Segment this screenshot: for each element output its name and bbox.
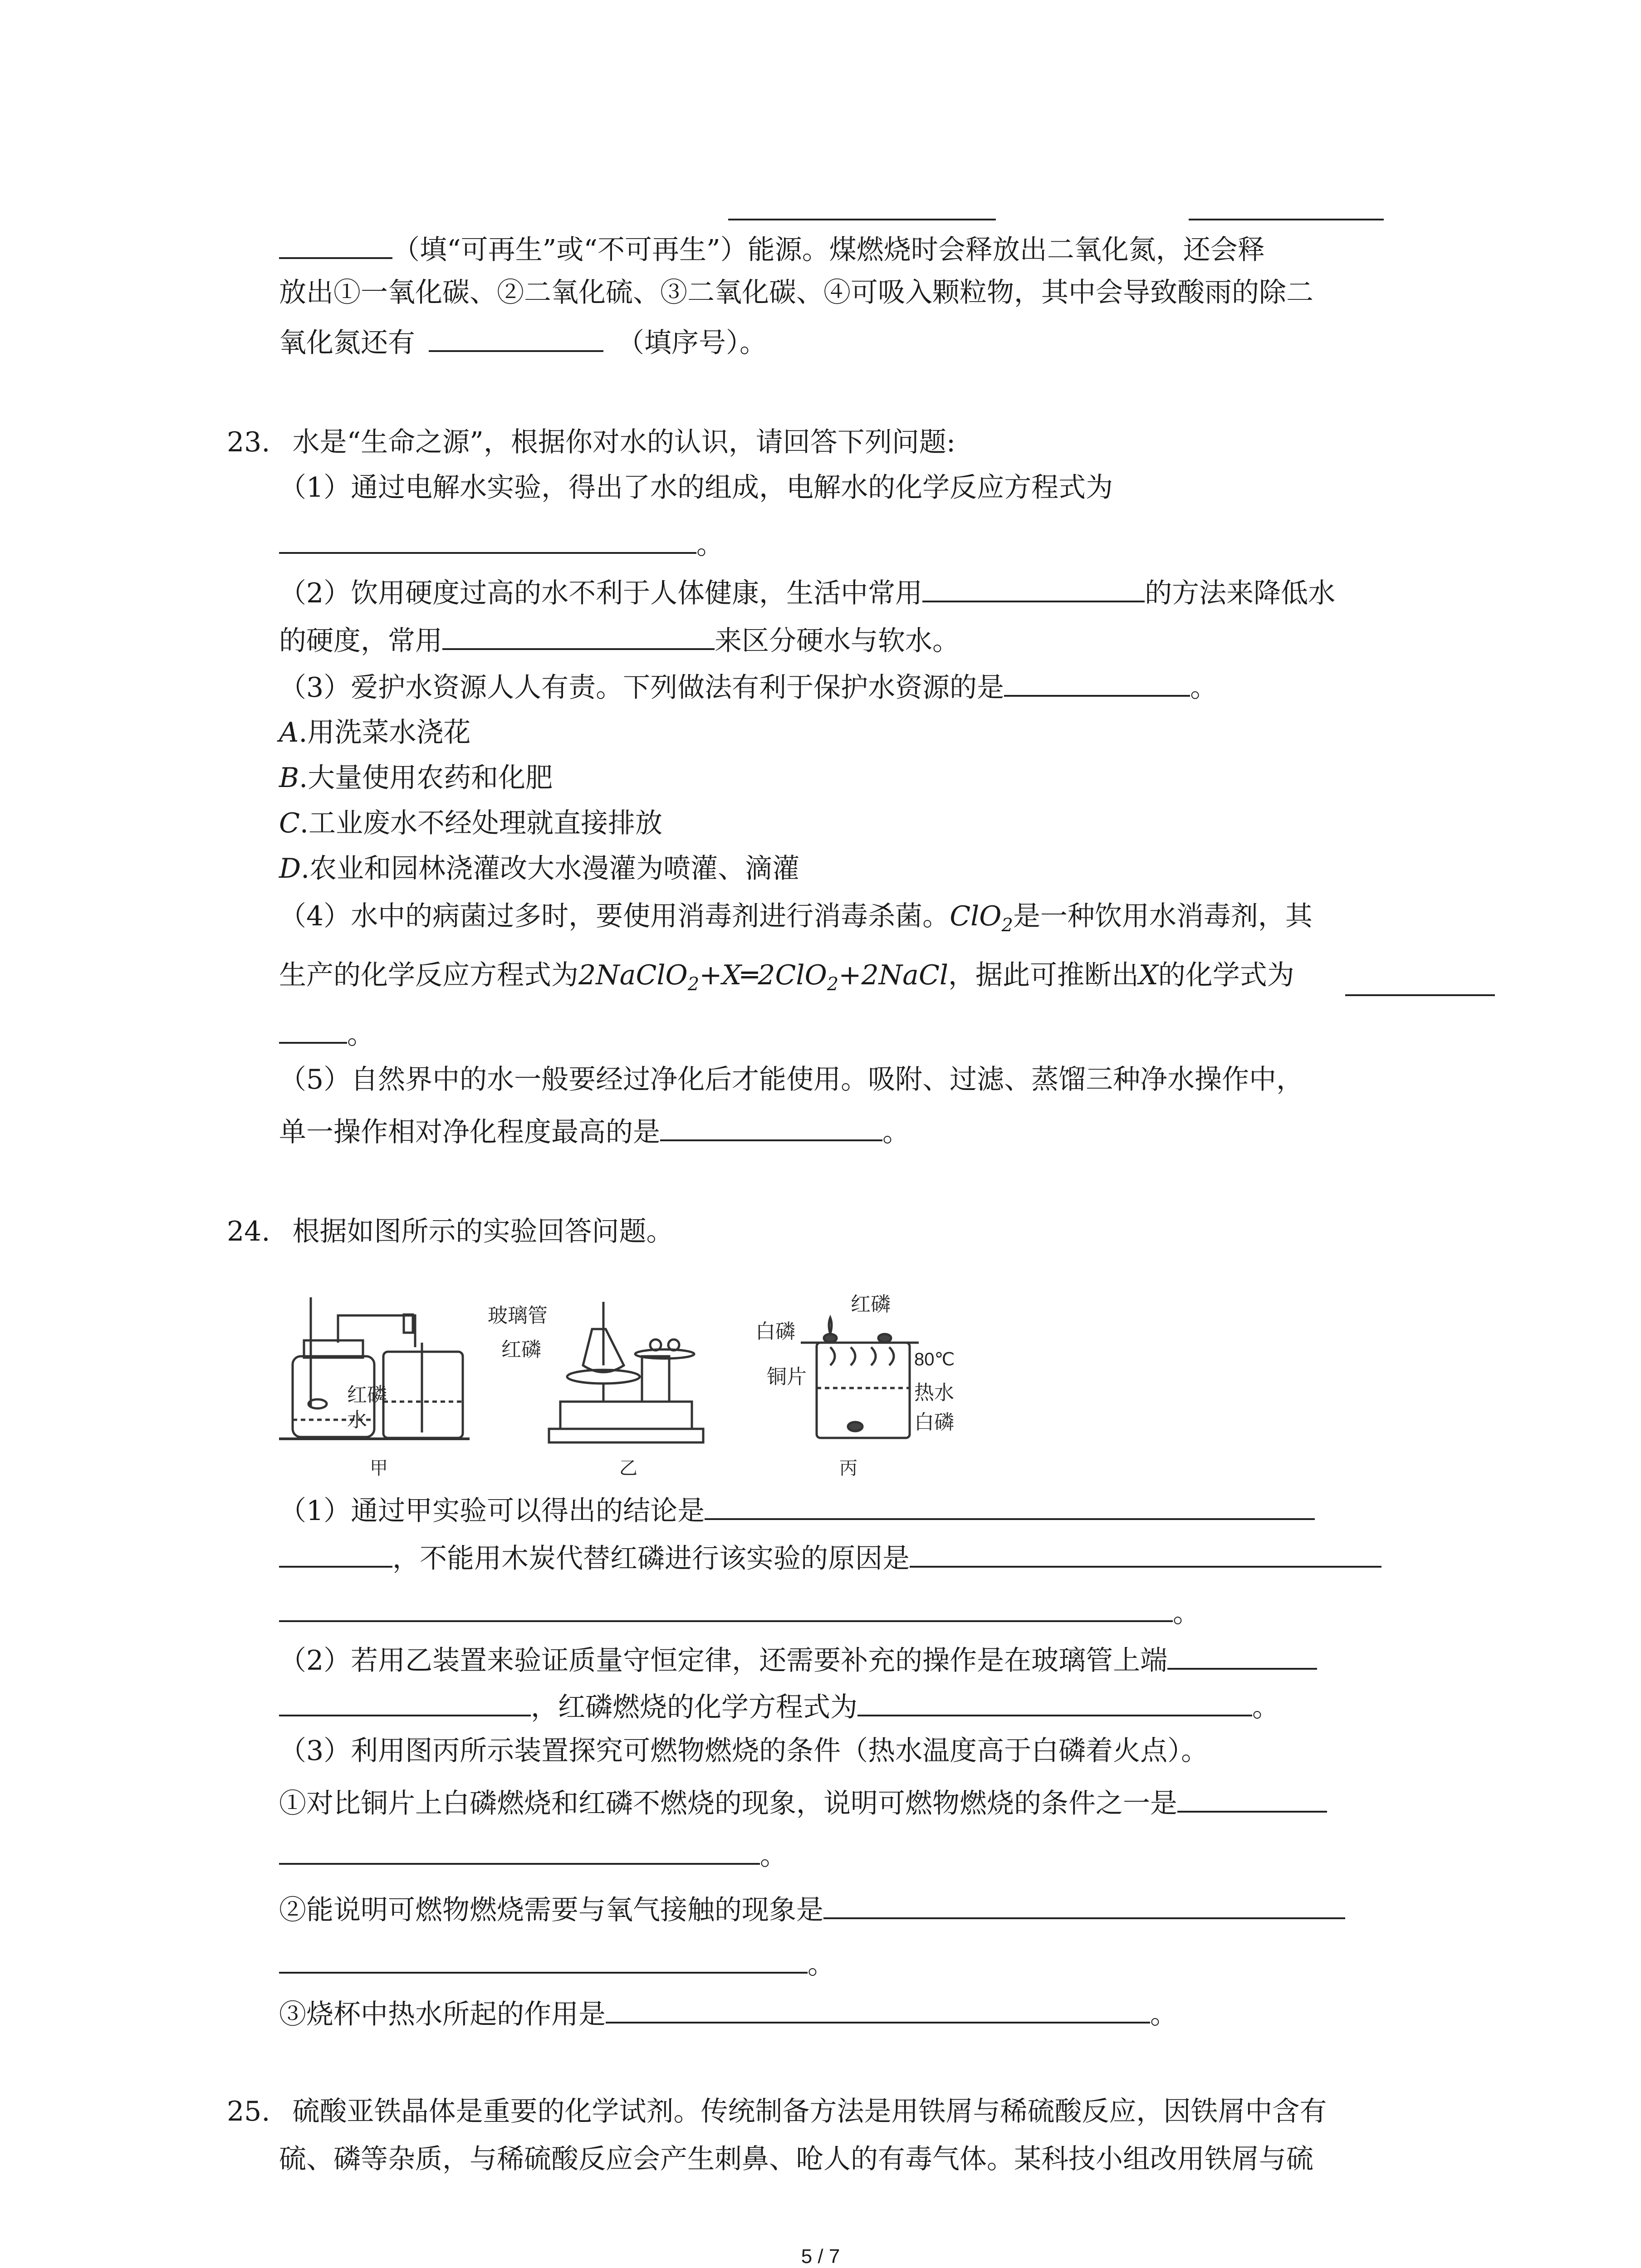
apparatus-bing bbox=[801, 1318, 919, 1438]
q23-part3: （3）爱护水资源人人有责。下列做法有利于保护水资源的是 。 bbox=[279, 667, 1217, 706]
q24-part2b: ，红磷燃烧的化学方程式为 。 bbox=[279, 1686, 1279, 1725]
answer-blank[interactable] bbox=[279, 1592, 1173, 1622]
answer-blank[interactable] bbox=[279, 1686, 531, 1716]
q22-line3: 氧化氮还有 （填序号）。 bbox=[279, 322, 767, 361]
answer-blank[interactable] bbox=[910, 1538, 1381, 1568]
q23-part2: （2）饮用硬度过高的水不利于人体健康，生活中常用 的方法来降低水 bbox=[279, 572, 1335, 611]
answer-blank[interactable] bbox=[279, 1538, 392, 1568]
q23-part4-answer: 。 bbox=[279, 1014, 374, 1053]
label-red-phosphorus: 红磷 bbox=[851, 1293, 891, 1315]
q24-part3-2b: 。 bbox=[279, 1944, 835, 1983]
q24-stem: 24. 根据如图所示的实验回答问题。 bbox=[227, 1216, 674, 1247]
answer-blank[interactable] bbox=[279, 524, 696, 554]
label-hot-water: 热水 bbox=[914, 1382, 954, 1404]
q24-part3: （3）利用图丙所示装置探究可燃物燃烧的条件（热水温度高于白磷着火点）。 bbox=[279, 1735, 1209, 1767]
answer-blank[interactable] bbox=[728, 219, 996, 220]
answer-blank[interactable] bbox=[279, 1835, 760, 1865]
answer-blank[interactable] bbox=[279, 1944, 808, 1974]
q24-part1b: ，不能用木炭代替红磷进行该实验的原因是 bbox=[279, 1538, 1381, 1577]
q25-line2: 硫、磷等杂质，与稀硫酸反应会产生刺鼻、呛人的有毒气体。某科技小组改用铁屑与硫 bbox=[279, 2143, 1313, 2175]
q24-part2: （2）若用乙装置来验证质量守恒定律，还需要补充的操作是在玻璃管上端 bbox=[279, 1640, 1317, 1679]
answer-blank[interactable] bbox=[660, 1111, 882, 1141]
answer-blank[interactable] bbox=[857, 1686, 1252, 1716]
answer-blank[interactable] bbox=[429, 322, 603, 352]
answer-blank[interactable] bbox=[1189, 219, 1384, 220]
q24-part3-1b: 。 bbox=[279, 1835, 787, 1874]
apparatus-jia bbox=[279, 1297, 470, 1439]
label-white-phosphorus: 白磷 bbox=[755, 1320, 795, 1343]
answer-blank[interactable] bbox=[1004, 667, 1190, 697]
q24-part1: （1）通过甲实验可以得出的结论是 bbox=[279, 1490, 1315, 1529]
label-bing: 丙 bbox=[839, 1458, 857, 1478]
q23-part1-answer: 。 bbox=[279, 524, 724, 563]
formula: ClO$_2$ bbox=[950, 900, 1013, 936]
answer-blank[interactable] bbox=[1167, 1640, 1317, 1670]
label-glass-tube: 玻璃管 bbox=[488, 1305, 548, 1327]
q23-option-d[interactable]: D.农业和园林浇灌改大水漫灌为喷灌、滴灌 bbox=[279, 853, 800, 885]
question-number: 23. bbox=[227, 426, 270, 458]
label-water: 水 bbox=[347, 1409, 367, 1431]
answer-blank[interactable] bbox=[705, 1490, 1315, 1520]
q23-option-a[interactable]: A.用洗菜水浇花 bbox=[279, 717, 471, 748]
q23-stem: 23. 水是“生命之源”，根据你对水的认识，请回答下列问题: bbox=[227, 426, 956, 458]
label-red-phosphorus: 红磷 bbox=[501, 1339, 541, 1361]
answer-blank[interactable] bbox=[1177, 1783, 1327, 1813]
chemical-equation: 2NaClO$_2$+X═2ClO$_2$+2NaCl bbox=[578, 959, 949, 995]
q25-line1: 25. 硫酸亚铁晶体是重要的化学试剂。传统制备方法是用铁屑与稀硫酸反应，因铁屑中含有 bbox=[227, 2096, 1327, 2127]
label-yi: 乙 bbox=[619, 1458, 637, 1478]
q24-part3-3: ③烧杯中热水所起的作用是 。 bbox=[279, 1994, 1177, 2033]
answer-blank[interactable] bbox=[1345, 994, 1495, 996]
q22-line1: （填“可再生”或“不可再生”）能源。煤燃烧时会释放出二氧化氮，还会释 bbox=[279, 229, 1265, 268]
answer-blank[interactable] bbox=[922, 572, 1145, 602]
q23-part5: （5）自然界中的水一般要经过净化后才能使用。吸附、过滤、蒸馏三种净水操作中， bbox=[279, 1064, 1304, 1095]
answer-blank[interactable] bbox=[279, 229, 392, 259]
answer-blank[interactable] bbox=[823, 1889, 1345, 1919]
q22-line2: 放出①一氧化碳、②二氧化硫、③二氧化碳、④可吸入颗粒物，其中会导致酸雨的除二 bbox=[279, 277, 1313, 308]
q23-option-c[interactable]: C.工业废水不经处理就直接排放 bbox=[279, 807, 662, 839]
q23-part4: （4）水中的病菌过多时，要使用消毒剂进行消毒杀菌。ClO$_2$是一种饮用水消毒剂，其 bbox=[279, 900, 1313, 936]
page-number: 5 / 7 bbox=[801, 2245, 840, 2268]
question-number: 24. bbox=[227, 1216, 270, 1247]
label-copper-sheet: 铜片 bbox=[767, 1366, 807, 1388]
q23-part2b: 的硬度，常用 来区分硬水与软水。 bbox=[279, 620, 960, 659]
answer-blank[interactable] bbox=[606, 1994, 1150, 2024]
apparatus-yi bbox=[549, 1302, 703, 1442]
label-white-phosphorus: 白磷 bbox=[914, 1411, 954, 1433]
experiment-figure bbox=[279, 1288, 978, 1488]
q23-part4-equation: 生产的化学反应方程式为2NaClO$_2$+X═2ClO$_2$+2NaCl，据此可推断出X的化学式为 bbox=[279, 959, 1294, 995]
label-jia: 甲 bbox=[370, 1458, 388, 1478]
answer-blank[interactable] bbox=[442, 620, 715, 650]
label-red-phosphorus: 红磷 bbox=[347, 1384, 387, 1406]
label-temperature: 80℃ bbox=[914, 1349, 955, 1369]
q23-part1: （1）通过电解水实验，得出了水的组成，电解水的化学反应方程式为 bbox=[279, 472, 1113, 503]
q24-part3-1: ①对比铜片上白磷燃烧和红磷不燃烧的现象，说明可燃物燃烧的条件之一是 bbox=[279, 1783, 1327, 1822]
question-number: 25. bbox=[227, 2096, 270, 2127]
answer-blank[interactable] bbox=[279, 1014, 347, 1044]
q23-option-b[interactable]: B.大量使用农药和化肥 bbox=[279, 762, 553, 794]
q24-part1c: 。 bbox=[279, 1592, 1200, 1631]
q24-part3-2: ②能说明可燃物燃烧需要与氧气接触的现象是 bbox=[279, 1889, 1345, 1928]
q23-part5b: 单一操作相对净化程度最高的是 。 bbox=[279, 1111, 910, 1150]
